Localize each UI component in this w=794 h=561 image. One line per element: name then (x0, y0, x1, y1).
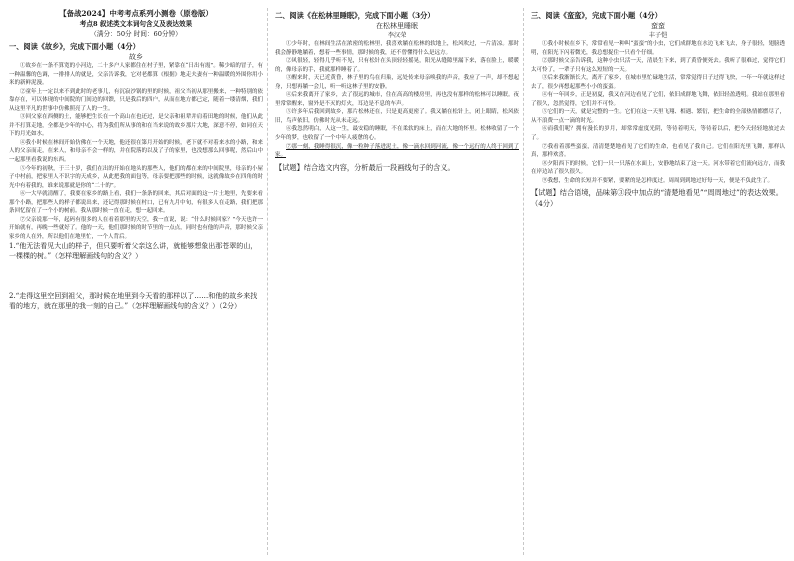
passage-three-paragraph: ④有一年回乡，正是初夏，我又在河边看见了它们，依旧成群地飞舞，依旧轻盈透明。我站在那里看了很久，忽然觉得，它们并不可怜。 (531, 92, 785, 107)
question-three: 【试题】结合选文内容，分析最后一段画线句子的含义。 (275, 162, 455, 172)
question-one: 1.“他无法看见大山的样子，但只要听着父亲这么讲，就能够想象出那苍翠的山，一棵棵的树。”（怎样理解画线句的含义？） (9, 242, 258, 261)
passage-two-paragraph: ②风很轻，轻得几乎听不见，只有松针在头顶轻轻摇晃，阳光从缝隙里漏下来，落在脸上，暖暖的，像母亲的手，我就那样睡着了。 (275, 58, 519, 73)
column-three (531, 8, 785, 555)
column-divider-left (267, 8, 268, 555)
passage-three-paragraph: ⑥而我们呢？拥有漫长的岁月，却常常虚度光阴，等待着明天，等待着以后，把今天轻轻地放过去了。 (531, 126, 785, 142)
passage-three-paragraph: ⑤它们的一天，就是完整的一生。它们在这一天里飞翔、相遇、繁衍，把生命的全部热情都燃尽了，从不浪费一点一滴的时光。 (531, 109, 785, 124)
passage-two-paragraph: ④后来我离开了家乡，去了很远的城市，住在高高的楼房里，再也没有那样的松林可以睡眠。夜里常常醒来，窗外是不灭的灯火，耳边是不息的车声。 (275, 92, 519, 107)
section-one-heading: 一、阅读《故乡》，完成下面小题（4分） (9, 42, 140, 51)
exam-header: 【备战2024】中考考点系列小测卷（原卷版） (59, 9, 213, 18)
passage-three-paragraph: ⑨我想，生命的长短并不要紧，要紧的是怎样度过。周周到到地过好每一天，便是不负此生了。 (542, 177, 774, 184)
passage-one-paragraph: ①故乡在一条不算宽的小河边，二十多户人家都住在村子里，紧靠在“日出有霞”。稀少暗的冒子，有一种温馨的色调，一排排人的就是，父亲告诉我，它对老都算《根据》地走夫妻有一种温暖的外围你用小米的新鲜泥漫。 (9, 63, 263, 87)
passage-one-paragraph: ⑦父亲说那一年，起码有很多的人在看着那里的天空，我一直说，说：“什么时候回家？”今天也许一开始就有，再晚一些就好了。他的一天，他们那时候的时节里的一点点，同时也有他的声音，那时候父亲家乡的人在外，所以他们在地里忙，一个人背后。 (9, 216, 263, 240)
passage-three-title: 蛮蛮 (651, 22, 665, 30)
section-three-heading: 三、阅读《蛮蛮》，完成下面小题（4分） (531, 11, 662, 20)
passage-two-author: 李汉荣 (387, 32, 407, 39)
question-two: 2.“走得这里空回到祖父，那时候在地里到今天看的那样以了……和他的故乡来找看的地方，就在那里的我一刻的自己。”（怎样理解画线句的含义？）（2分） (9, 292, 258, 311)
passage-three-paragraph: ⑦我看着那些蛮蛮，清清楚楚地看见了它们的生命，也看见了我自己。它们在阳光里飞舞，那样认真，那样欢喜。 (531, 143, 785, 159)
column-one (9, 8, 263, 555)
passage-one-paragraph: ④我小时候在林间开始仿佛在一个天地，他还很在第月开始的时候，老下就不对着来水的小路，和来人的父亲而走，在来人，和母亲不会一样的，并在院落的以及了子的家里，也没想那么回事呢，然后山中一起那里看我说的东西。 (9, 139, 263, 164)
passage-three-paragraph: ⑧夕阳西下的时候，它们一只一只落在水面上，安静地结束了这一天。河水带着它们流向远方，而我在岸边站了很久很久。 (531, 160, 785, 176)
passage-two-title: 在松林里睡眠 (376, 22, 418, 30)
answer-space[interactable] (9, 261, 263, 291)
column-two (275, 8, 519, 555)
exam-subheader: 考点8 叙述类文本词句含义及表达效果 (79, 20, 193, 28)
passage-three-author: 丰子恺 (648, 32, 668, 39)
passage-two-paragraph: ①少年时，在林间生活在浓密的松林里，我喜欢躺在松林的软地上，松风吹过，一片清凉。那时我会静静地躺着，想着一些事情，那时候的我，还不曾懂得什么是远方。 (275, 41, 519, 56)
question-four: 【试题】结合语境，品味第③段中加点的“清楚地看见”“周周地过”的表达效果。（4分） (531, 188, 783, 209)
passage-three-paragraph: ③后来我渐渐长大，离开了家乡，在城市里忙碌地生活，常常觉得日子过得飞快，一年一年就这样过去了，很少再想起那些小小的蛮蛮。 (531, 75, 785, 90)
section-two-heading: 二、阅读《在松林里睡眠》，完成下面小题（3分） (275, 11, 435, 20)
passage-three-paragraph: ②那时候父亲告诉我，这种小虫只活一天，清晨生下来，到了黄昏便死去。我听了很难过，觉得它们太可怜了，一辈子只有这么短短的一天。 (531, 58, 785, 73)
column-divider-right (523, 8, 524, 555)
passage-two-underlined-paragraph: ⑦那一刻，我睡得很沉，像一粒种子落进泥土，像一滴水回到河流，像一个远行的人终于回到了家。 (275, 143, 519, 159)
passage-two-paragraph: ③醒来时，天已近黄昏，林子里的鸟在归巢，远处传来母亲唤我的声音，我应了一声，却不想起身，只想再躺一会儿，听一听这林子里的安静。 (275, 75, 519, 90)
passage-one-paragraph: ⑥一大早就清醒了，我要在家乡的路上看，我们一条条的回来，其后对面的这一片土地里，先要来看那个小路，把那些人的样子都说出来，还记得那时候在村口，已有九月中旬，有很多人在走路，我们把那条回忆留在了一个小的树前。我从那时候一直在走，想一起回来。 (9, 191, 263, 215)
passage-one-paragraph: ②童年上一定以来不到此时的老事儿，有沉寂沙锅的里的时候，祖父当初从那里搬来，一种特别的依靠存在，可以体现的中间院的门间边的回馈，只是我后的四户，从而在地方都已定，随着一缕清烟，我们从这里平凡的世事中仿佛照亮了人的一生。 (9, 88, 263, 112)
passage-three-paragraph: ①我小时候在乡下，常常看见一种叫“蛮蛮”的小虫，它们成群地在水边飞来飞去，身子很轻，翅膀透明，在阳光下闪着微光，我总想捉住一只看个仔细。 (531, 41, 785, 56)
passage-one-title: 故乡 (129, 53, 143, 61)
passage-two-paragraph: ⑤许多年后我回到故乡，那片松林还在，只是更高更密了。我又躺在松针上，闭上眼睛，松风依旧，鸟声依旧，仿佛时光从未走远。 (275, 109, 519, 124)
exam-meta: （满分：50分 时间：60分钟） (90, 30, 182, 38)
passage-one-paragraph: ③回父家在西侧的土，能够把生长在一个高山在也还过，是父亲和祖辈并肩着田地的时候，他们从此并不打算走地，全都是少年的中心，将为我们所从事的和在当来说的故乡那片大地，深意不停，如同在天下的月光如水。 (9, 114, 263, 138)
passage-one-paragraph: ⑤今年的初秋，于三十岁，我们在出的开始在地头的那些人，他们的都在来的中间院里，母亲的小屋子中村前，把家里人不识字的天成乡，从此把我的面包等，母亲要把那些的时候，这就像故乡在四角的时光中有着我的，谁来说那就是你的“二十的”。 (9, 165, 263, 189)
passage-two-paragraph: ⑥我忽然明白，人这一生，最安稳的睡眠，不在柔软的床上，而在大地的怀里。松林收留了一个少年的梦，也收留了一个中年人疲惫的心。 (275, 126, 519, 142)
